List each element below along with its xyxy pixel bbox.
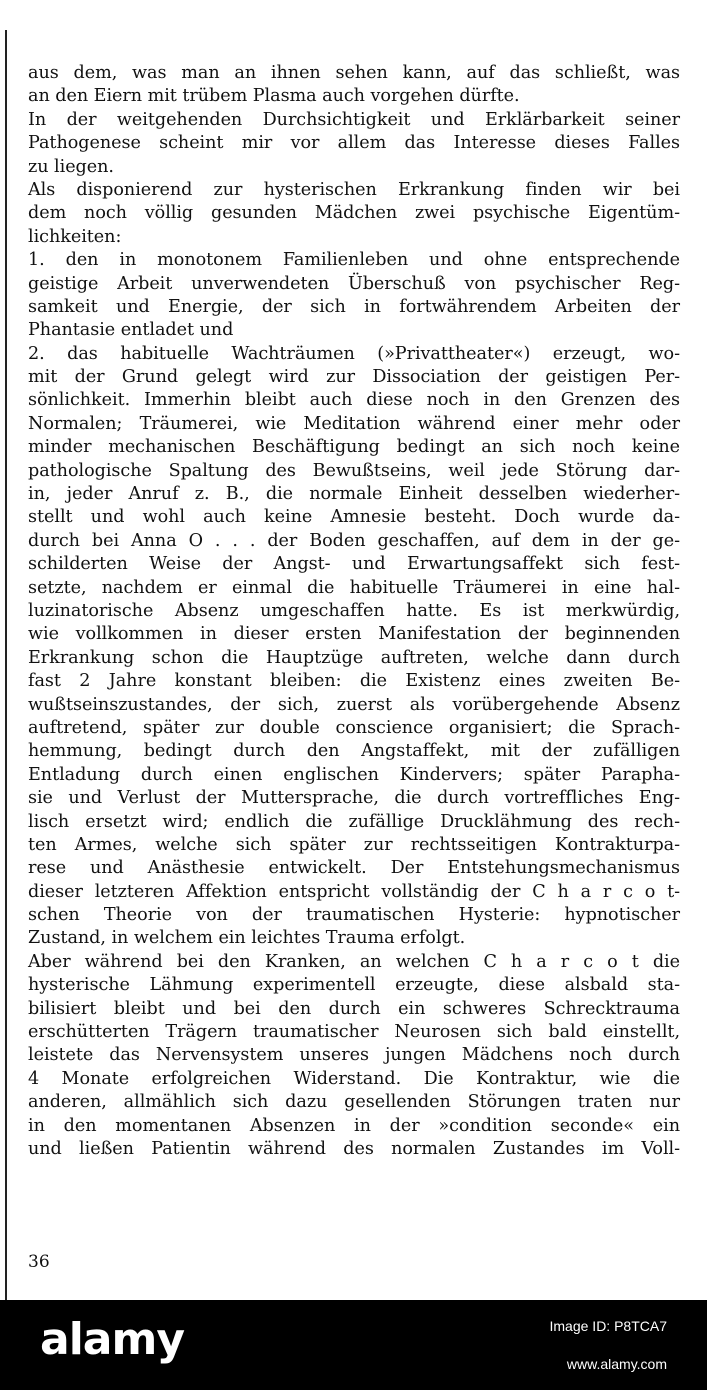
text-line: leistete das Nervensystem unseres jungen Mädchens noch durch [28,1045,680,1066]
text-line: lichkeiten: [28,226,122,247]
text-line: Entladung durch einen englischen Kindervers; später Paraphа- [28,764,680,785]
text-line: zu liegen. [28,156,114,177]
text-line: sönlichkeit. Immerhin bleibt auch diese noch in den Grenzen des [28,390,680,411]
text-line: minder mechanischen Beschäftigung bedingt an sich noch keine [28,437,680,458]
text-line: stellt und wohl auch keine Amnesie besteht. Doch wurde da- [28,507,680,528]
text-line: bilisiert bleibt und bei den durch ein schweres Schrecktrauma [28,998,680,1019]
text-line: in den momentanen Absenzen in der »condition seconde« ein [28,1115,680,1136]
text-line: samkeit und Energie, der sich in fortwährendem Arbeiten der [28,296,680,317]
text-line: pathologische Spaltung des Bewußtseins, weil jede Störung dar- [28,460,680,481]
text-line: dieser letzteren Affektion entspricht vollständig der C h a r c o t- [28,881,680,902]
text-line: Erkrankung schon die Hauptzüge auftreten, welche dann durch [28,647,680,668]
text-line: Normalen; Träumerei, wie Meditation während einer mehr oder [28,413,680,434]
text-line: aus dem, was man an ihnen sehen kann, auf das schließt, was [28,63,680,83]
alamy-logo: alamy [40,1314,184,1365]
body-text [28,62,680,1161]
text-line: 2. das habituelle Wachträumen (»Privattheater«) erzeugt, wo- [28,343,680,364]
text-line: hysterische Lähmung experimentell erzeugte, diese alsbald sta- [28,975,680,996]
text-line: Als disponierend zur hysterischen Erkrankung finden wir bei [28,179,680,200]
text-line: In der weitgehenden Durchsichtigkeit und Erklärbarkeit seiner [28,109,680,130]
scan-edge-line [5,30,7,1300]
text-line: lisch ersetzt wird; endlich die zufällige Drucklähmung des rech- [28,811,680,832]
alamy-url: www.alamy.com [566,1356,667,1372]
text-line: auftretend, später zur double conscience organisiert; die Sprach- [28,717,680,738]
text-line: dem noch völlig gesunden Mädchen zwei psychische Eigentüm- [28,203,680,224]
text-line: erschütterten Trägern traumatischer Neurosen sich bald einstellt, [28,1022,680,1043]
text-line: fast 2 Jahre konstant bleiben: die Existenz eines zweiten Be- [28,671,680,692]
image-id-label: Image ID: P8TCA7 [549,1318,667,1334]
text-line: durch bei Anna O . . . der Boden geschaffen, auf dem in der ge- [28,530,680,551]
text-line: hemmung, bedingt durch den Angstaffekt, mit der zufälligen [28,741,680,762]
text-line: mit der Grund gelegt wird zur Dissociation der geistigen Per- [28,367,680,388]
text-line: anderen, allmählich sich dazu gesellenden Störungen traten nur [28,1092,680,1113]
text-line: an den Eiern mit trübem Plasma auch vorgehen dürfte. [28,86,520,107]
text-line: Aber während bei den Kranken, an welchen C h a r c o t die [28,951,680,972]
page-number: 36 [28,1252,50,1272]
text-line: 4 Monate erfolgreichen Widerstand. Die Kontraktur, wie die [28,1068,680,1089]
text-line: setzte, nachdem er einmal die habituelle Träumerei in eine hal- [28,577,680,598]
text-line: sie und Verlust der Muttersprache, die durch vortreffliches Eng- [28,788,680,809]
text-line: Phantasie entladet und [28,320,234,341]
text-line: geistige Arbeit unverwendeten Überschuß von psychischer Reg- [28,273,680,294]
text-line: luzinatorische Absenz umgeschaffen hatte. Es ist merkwürdig, [28,600,680,621]
text-line: und ließen Patientin während des normalen Zustandes im Voll- [28,1138,680,1159]
text-line: wußtseinszustandes, der sich, zuerst als vorübergehende Absenz [28,694,680,715]
text-line: ten Armes, welche sich später zur rechtsseitigen Kontrakturpa- [28,834,680,855]
text-line: 1. den in monotonem Familienleben und ohne entsprechende [28,250,680,271]
text-line: Pathogenese scheint mir vor allem das Interesse dieses Falles [28,133,680,154]
text-line: schilderten Weise der Angst- und Erwartungsaffekt sich fest- [28,554,680,575]
text-line: in, jeder Anruf z. B., die normale Einheit desselben wiederher- [28,484,680,505]
text-line: Zustand, in welchem ein leichtes Trauma erfolgt. [28,928,466,949]
text-line: rese und Anästhesie entwickelt. Der Entstehungsmechanismus [28,858,680,879]
text-line: wie vollkommen in dieser ersten Manifestation der beginnenden [28,624,680,645]
text-line: schen Theorie von der traumatischen Hysterie: hypnotischer [28,905,680,926]
